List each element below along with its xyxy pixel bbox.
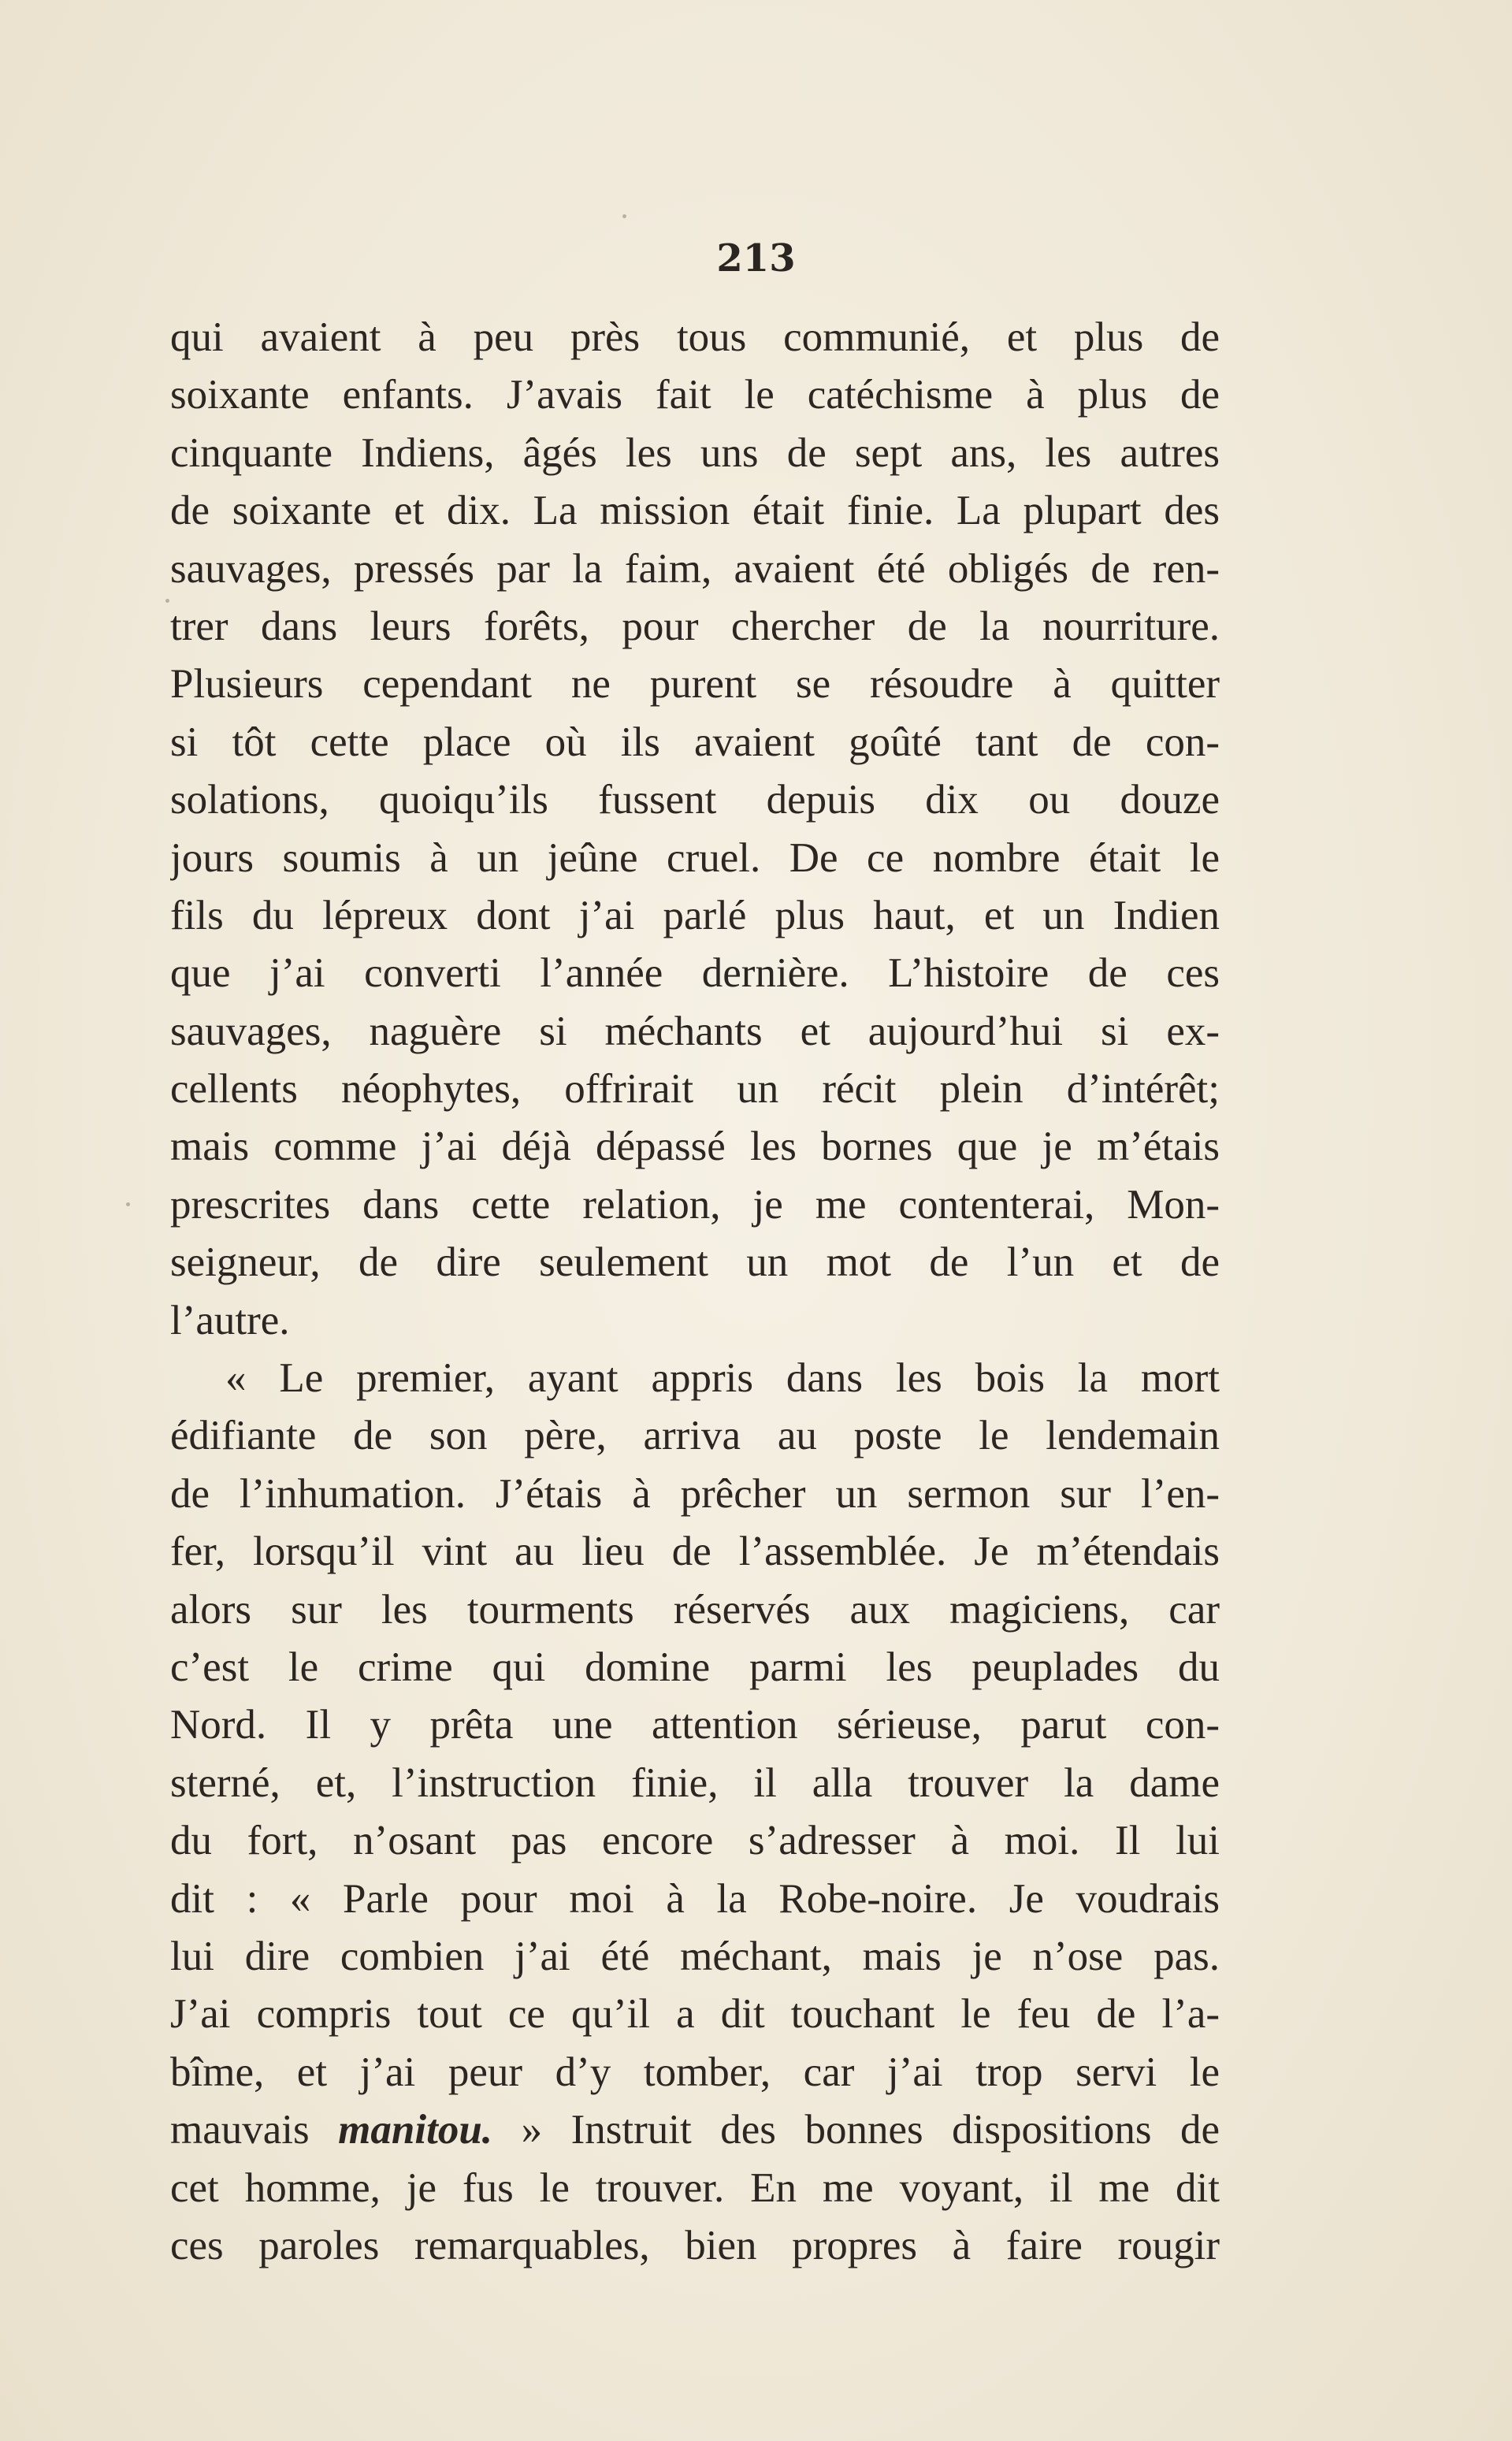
text-line: qui avaient à peu près tous communié, et plus de: [170, 314, 1220, 360]
text-line: ces paroles remarquables, bien propres à faire rougir: [170, 2222, 1220, 2268]
text-line: c’est le crime qui domine parmi les peuplades du: [170, 1644, 1220, 1690]
text-line: dit : « Parle pour moi à la Robe-noire. Je voudrais: [170, 1875, 1220, 1922]
text-line: « Le premier, ayant appris dans les bois la mort: [225, 1355, 1220, 1402]
paper-speck: [165, 599, 169, 603]
paper-speck: [126, 1202, 130, 1206]
text-line: J’ai compris tout ce qu’il a dit touchant le feu de l’a-: [170, 1991, 1220, 2038]
text-line: mais comme j’ai déjà dépassé les bornes que je m’étais: [170, 1124, 1220, 1170]
text-line: prescrites dans cette relation, je me contenterai, Mon-: [170, 1181, 1220, 1228]
text-line: trer dans leurs forêts, pour chercher de la nourriture.: [170, 603, 1220, 649]
text-line: de l’inhumation. J’étais à prêcher un sermon sur l’en-: [170, 1470, 1220, 1517]
text-line: fils du lépreux dont j’ai parlé plus haut, et un Indien: [170, 892, 1220, 938]
text-line: Nord. Il y prêta une attention sérieuse, parut con-: [170, 1702, 1220, 1748]
text-fragment: » Instruit des bonnes dispositions de: [492, 2107, 1220, 2153]
paper-speck: [622, 214, 626, 218]
text-line: sterné, et, l’instruction finie, il alla trouver la dame: [170, 1759, 1220, 1806]
text-line-mixed: [170, 2101, 1220, 2159]
text-fragment: mauvais: [170, 2107, 339, 2153]
text-line: édifiante de son père, arriva au poste le lendemain: [170, 1413, 1220, 1459]
text-line: si tôt cette place où ils avaient goûté tant de con-: [170, 719, 1220, 765]
text-line: fer, lorsqu’il vint au lieu de l’assemblée. Je m’étendais: [170, 1529, 1220, 1575]
text-line: que j’ai converti l’année dernière. L’histoire de ces: [170, 950, 1220, 997]
text-line: alors sur les tourments réservés aux magiciens, car: [170, 1586, 1220, 1633]
text-line: sauvages, pressés par la faim, avaient été obligés de ren-: [170, 545, 1220, 592]
body-text: [170, 309, 1220, 2275]
text-line: Plusieurs cependant ne purent se résoudre à quitter: [170, 661, 1220, 708]
italic-word: manitou.: [338, 2107, 493, 2153]
text-line: de soixante et dix. La mission était finie. La plupart des: [170, 488, 1220, 534]
text-line: seigneur, de dire seulement un mot de l’un et de: [170, 1239, 1220, 1286]
text-line: lui dire combien j’ai été méchant, mais je n’ose pas.: [170, 1933, 1220, 1979]
text-line: soixante enfants. J’avais fait le catéchisme à plus de: [170, 372, 1220, 418]
text-line: cet homme, je fus le trouver. En me voyant, il me dit: [170, 2164, 1220, 2211]
text-line: sauvages, naguère si méchants et aujourd’hui si ex-: [170, 1008, 1220, 1054]
text-line: jours soumis à un jeûne cruel. De ce nombre était le: [170, 834, 1220, 881]
page-number: 213: [716, 236, 796, 281]
text-line: solations, quoiqu’ils fussent depuis dix ou douze: [170, 777, 1220, 823]
text-line: cellents néophytes, offrirait un récit plein d’intérêt;: [170, 1066, 1220, 1113]
text-line: cinquante Indiens, âgés les uns de sept ans, les autres: [170, 429, 1220, 476]
text-line: bîme, et j’ai peur d’y tomber, car j’ai trop servi le: [170, 2049, 1220, 2095]
text-line: l’autre.: [170, 1297, 290, 1343]
text-line: du fort, n’osant pas encore s’adresser à moi. Il lui: [170, 1818, 1220, 1864]
